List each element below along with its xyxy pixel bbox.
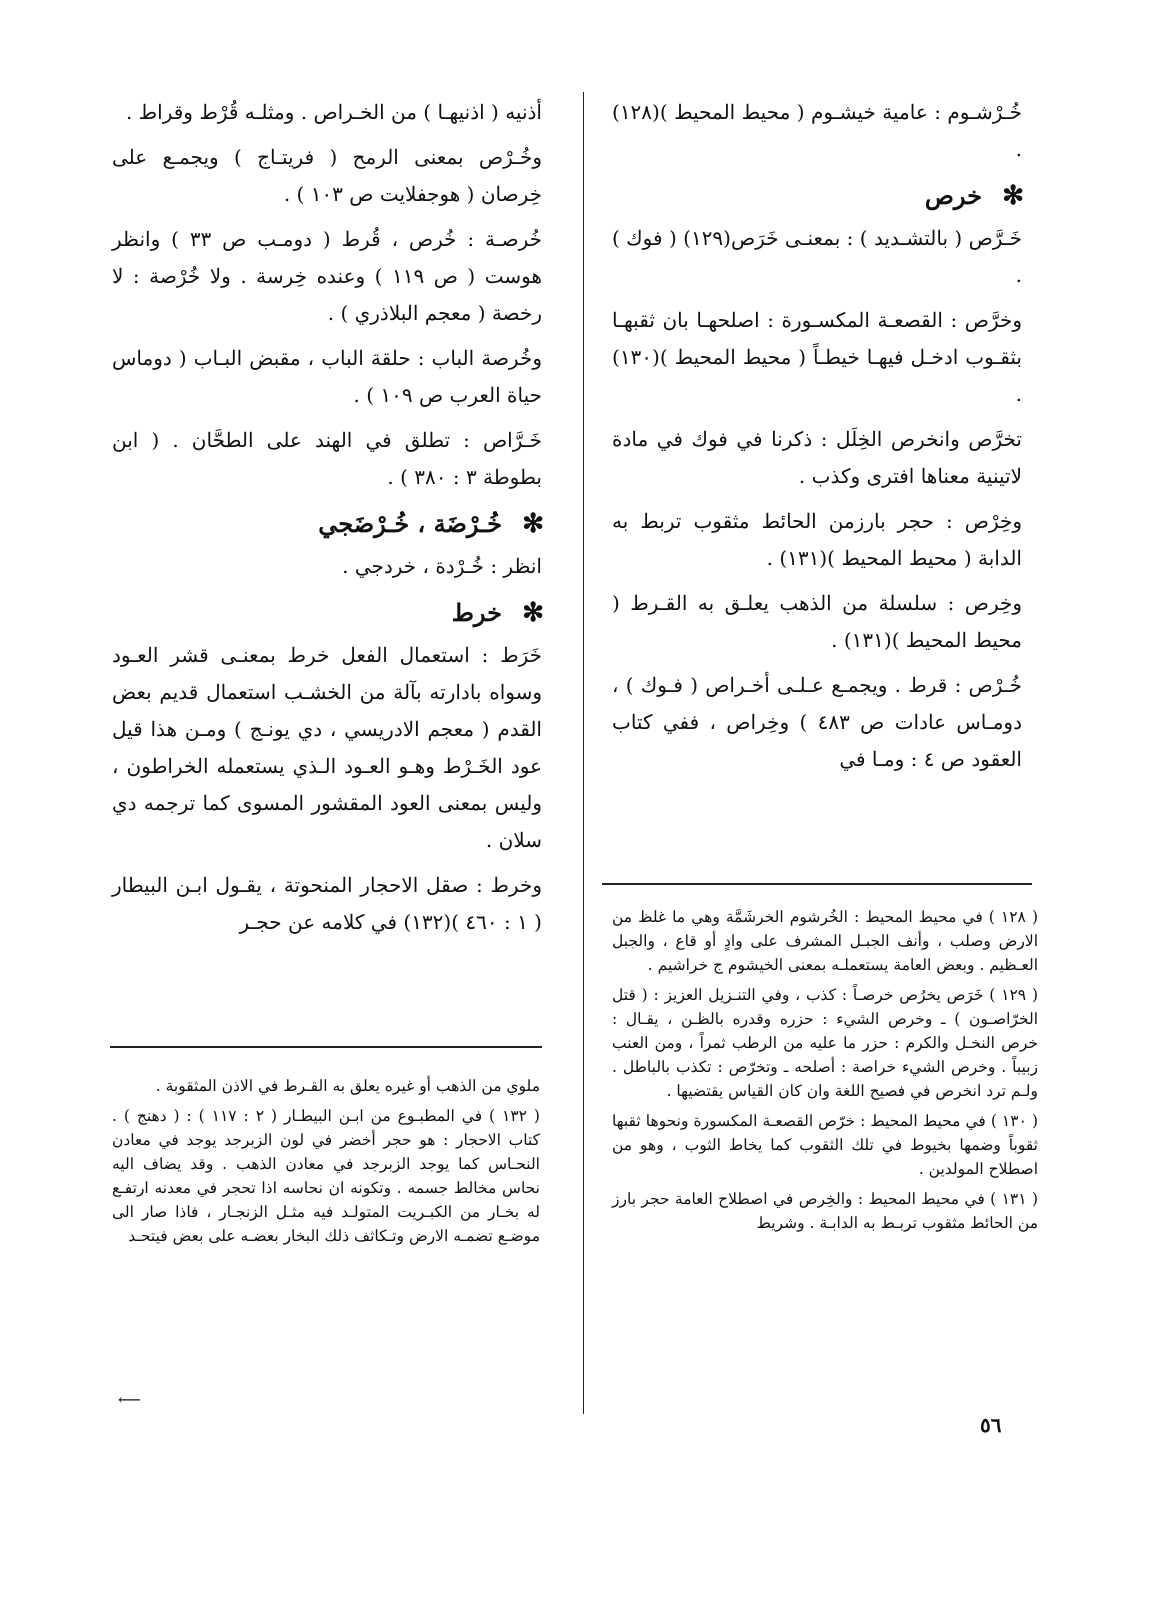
footnote-130: ( ١٣٠ ) في محيط المحيط : خرّص القصعـة المكسورة ونحوها ثقبها ثقوباً وضمها بخيوط في تلك الثقوب كما يخاط الثوب ، وهو من اصطلاح المولدين . xyxy=(612,1112,1038,1178)
footnote-128: ( ١٢٨ ) في محيط المحيط : الخُرشوم الخرشَمَّة وهي ما غلظ من الارض وصلب ، وأنف الجبـل المشرف على وادٍ أو قاع ، والجبل العـظيم . وبعض العامة يستعملـه بمعنى الخيشوم ج خراشيم . xyxy=(612,908,1038,974)
asterisk-icon: ✻ xyxy=(1002,181,1024,211)
entry-kharat: خَرَط : استعمال الفعل خرط بمعنـى قشر العـود وسواه بادارته بآلة من الخشـب استعمال قديم بعض القدم ( معجم الادريسي ، دي يونـج ) ومـن هذا قيل عود الخَـرْط وهـو العـود الـذي يستعمله الخراطون ، وليس بمعنى العود المقشور المسوى كما ترجمه دي سلان . xyxy=(112,643,542,852)
entry-kharras-qasa: وخرَّص : القصعـة المكسـورة : اصلحهـا بان ثقبهـا بثقـوب ادخـل فيهـا خيطـاً ( محيط المحيط )(١٣٠) . xyxy=(612,308,1022,406)
entry-kharat-stones: وخرط : صقل الاحجار المنحوتة ، يقـول ابـن البيطار ( ١ : ٤٦٠ )(١٣٢) في كلامه عن حجـر xyxy=(112,873,542,934)
footnotes-left xyxy=(112,1074,540,1254)
entry-kharras: خَـرَّص ( بالتشـديد ) : بمعنـى خَرَص(١٢٩) ( فوك ) . xyxy=(612,226,1023,287)
footnote-131: ( ١٣١ ) في محيط المحيط : والخِرص في اصطلاح العامة حجر بارز من الحائط مثقوب تربـط به الدابـة . وشريط xyxy=(612,1190,1038,1232)
footnote-132: ( ١٣٢ ) في المطبـوع من ابـن البيطـار ( ٢ : ١١٧ ) : ( دهنج ) . كتاب الاحجار : هو حجر أخضر في لون الزبرجد يوجد في معادن النحـاس كما يوجد الزبرجد في معادن الذهب . وقد يضاف اليه نحاس مخالط جسمه . وتكونه ان نحاسه اذا تحجر في معدنه ارتفـع له بخـار من الكبـريت المتولـد فيه مثـل الزنجـار ، فاذا صار الى موضـع تضمـه الارض وتـكاثف ذلك البخار بعضـه على بعض فيتحـد xyxy=(112,1107,540,1245)
footnote-131-continued: ملوي من الذهب أو غيره يعلق به القـرط في الاذن المثقوبة . xyxy=(155,1077,540,1095)
entry-see-khurda: انظر : خُـرْدة ، خردجي . xyxy=(342,554,542,578)
right-column xyxy=(612,94,1022,786)
entry-khirs-chain: وخِرص : سلسلة من الذهب يعلـق به القـرط ( محيط المحيط )(١٣١) . xyxy=(612,591,1022,652)
footnote-129: ( ١٢٩ ) خَرَص يخرُص خرصـاً : كذب ، وفي التنـزيل العزيز : ( قتل الخرّاصـون ) ـ وخرص الشيء : حزره وقدره بالظـن ، يقـال : خرص النخـل والكرم : حزر ما عليه من الرطب ثمراً ، ومن العنب زبيباً . وخرص الشيء خراصة : أصلحه ـ وتخرّص : تكذب بالباطل . ولـم ترد انخرص في فصيح اللغة وان كان القياس يقتضيها . xyxy=(612,986,1038,1100)
heading-khurda: ✻ خُـرْضَة ، خُـرْضَجي xyxy=(112,504,542,544)
left-column xyxy=(112,94,542,949)
entry-khurshum: خُـرْشـوم : عامية خيشـوم ( محيط المحيط )(١٢٨) . xyxy=(612,100,1022,161)
asterisk-icon: ✻ xyxy=(522,598,544,628)
asterisk-icon: ✻ xyxy=(522,509,544,539)
footnote-rule-left xyxy=(110,1046,542,1048)
footnote-rule-right xyxy=(602,883,1032,885)
footnotes-right xyxy=(612,905,1038,1241)
entry-khirs-stone: وخِرْص : حجر بارزمن الحائط مثقوب تربط به الدابة ( محيط المحيط )(١٣١) . xyxy=(612,509,1022,570)
page-number: ٥٦ xyxy=(980,1413,1002,1437)
entry-continuation: أذنيه ( اذنيهـا ) من الخـراص . ومثلـه قُرْط وقراط . xyxy=(125,100,542,124)
entry-khursa-door: وخُرصة الباب : حلقة الباب ، مقبض البـاب ( دوماس حياة العرب ص ١٠٩ ) . xyxy=(112,346,542,407)
continuation-arrow-icon: ⟵ xyxy=(118,1390,141,1409)
column-divider xyxy=(583,92,584,1414)
entry-kharras-miller: خَـرَّاص : تطلق في الهند على الطحَّان . ( ابن بطوطة ٣ : ٣٨٠ ) . xyxy=(112,428,542,489)
entry-takharras: تخرَّص وانخرص الخِلَل : ذكرنا في فوك في مادة لاتينية معناها افترى وكذب . xyxy=(612,427,1022,488)
entry-khursa: خُرصـة : خُرص ، قُرط ( دومـب ص ٣٣ ) وانظر هوست ( ص ١١٩ ) وعنده خِرسة . ولا خُرْصة : لا رخصة ( معجم البلاذري ) . xyxy=(112,227,542,325)
heading-khrt: ✻ خرط xyxy=(112,593,542,633)
entry-khurs-earring: خُـرْص : قرط . ويجمـع عـلـى أخـراص ( فـوك ) ، دومـاس عادات ص ٤٨٣ ) وخِراص ، ففي كتاب العقود ص ٤ : ومـا في xyxy=(612,673,1022,771)
heading-khurs: ✻ خرص xyxy=(612,176,1022,216)
entry-khurs-spear: وخُـرْص بمعنى الرمح ( فريتـاج ) ويجمـع على خِرصان ( هوجفلايت ص ١٠٣ ) . xyxy=(112,145,542,206)
